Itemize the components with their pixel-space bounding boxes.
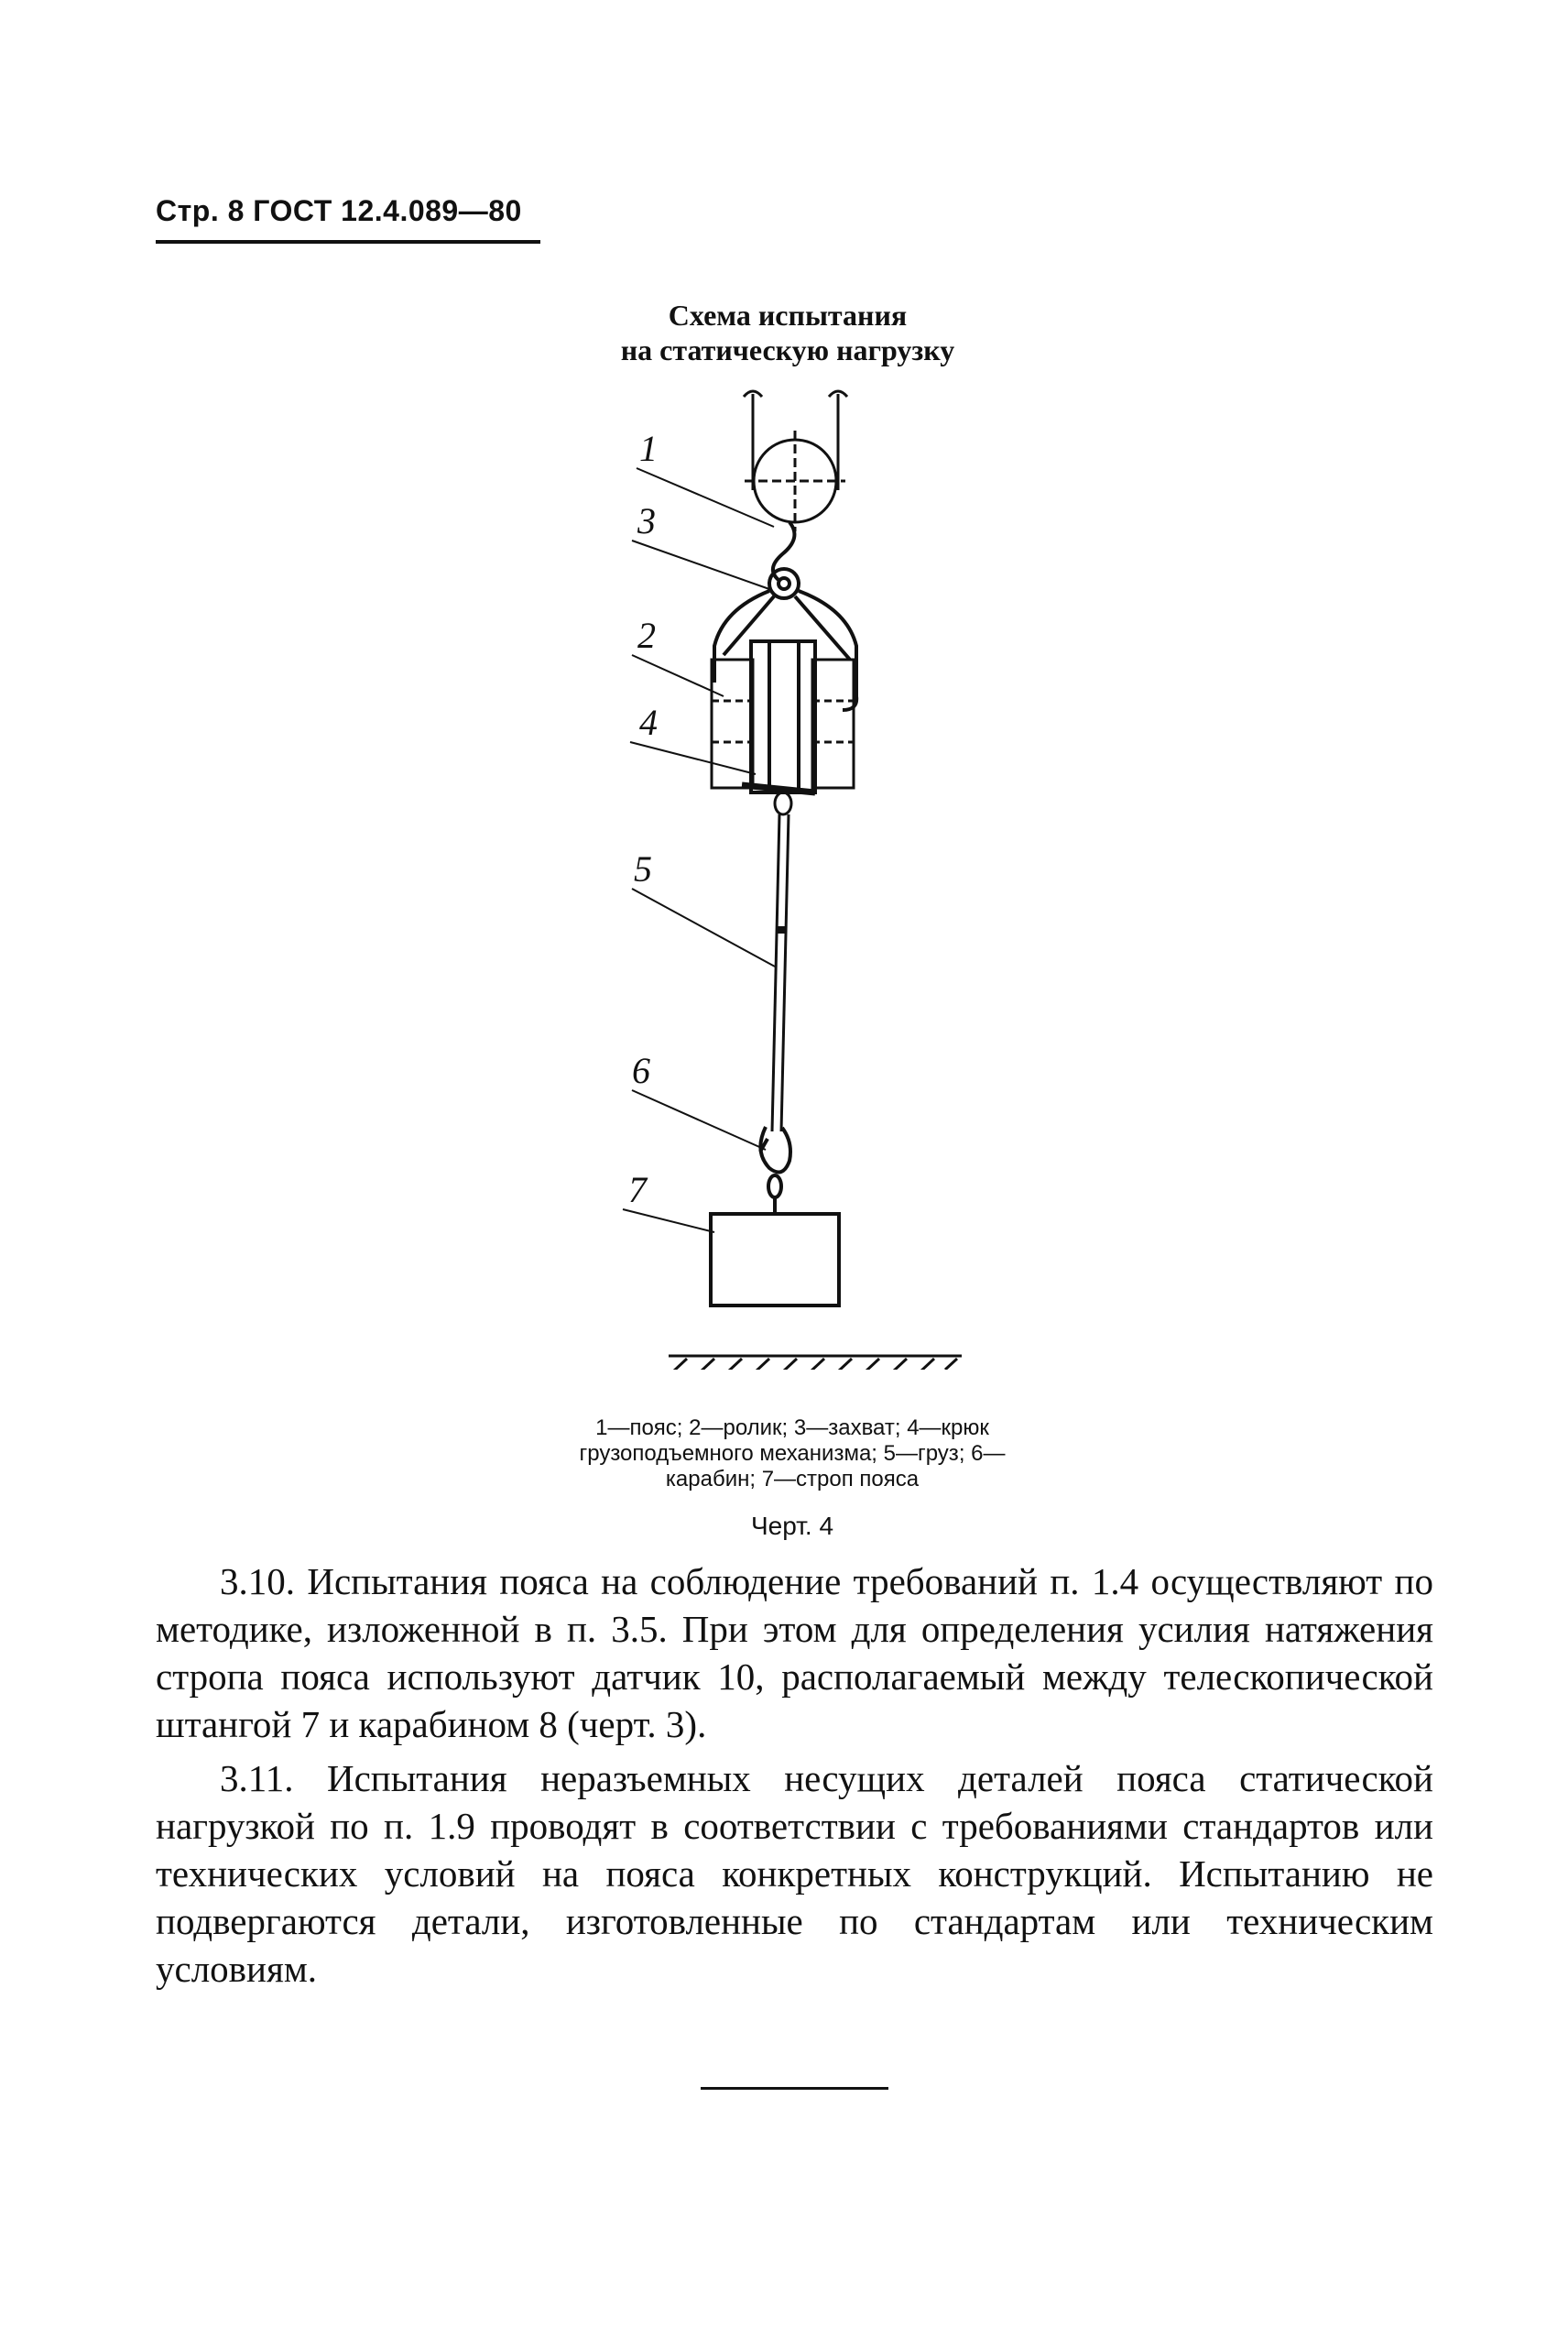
label-6: 6 (632, 1050, 650, 1091)
label-5: 7 (628, 1169, 647, 1210)
header-rule (156, 240, 540, 244)
label-7: 5 (634, 848, 652, 890)
load-weight-icon (711, 1197, 839, 1306)
label-4: 1 (639, 428, 658, 469)
end-rule (701, 2087, 888, 2090)
figure-title-line-2: на статическую нагрузку (620, 333, 955, 366)
paragraph-3-11: 3.11. Испытания неразъемных несущих деталей пояса статической нагрузкой по п. 1.9 проводят в соответствии с требованиями стандартов или технических условий на пояса конкретных конструкций. Испытанию не подвергаются детали, изготовленные по стандартам или техническим условиям. (156, 1757, 1433, 1990)
label-2: 2 (637, 615, 656, 656)
ground-icon (669, 1356, 962, 1370)
test-scheme-diagram (586, 380, 971, 1370)
figure-title (513, 298, 1062, 367)
caption-line-1: 1—пояс; 2—ролик; 3—захват; 4—крюк (595, 1415, 989, 1440)
paragraph-3-10: 3.10. Испытания пояса на соблюдение требований п. 1.4 осуществляют по методике, изложенной в п. 3.5. При этом для определения усилия натяжения стропа пояса используют датчик 10, располагаемый между телескопической штангой 7 и карабином 8 (черт. 3). (156, 1560, 1433, 1745)
caption-line-2: грузоподъемного механизма; 5—груз; 6— (579, 1441, 1006, 1466)
figure-caption (495, 1415, 1090, 1492)
pulley-icon (745, 431, 845, 531)
carabiner-icon (760, 1127, 790, 1197)
caption-line-3: карабин; 7—строп пояса (665, 1467, 920, 1491)
label-3: 3 (637, 500, 656, 541)
label-1: 4 (639, 702, 658, 743)
belt-icon (742, 641, 815, 792)
figure-number: Черт. 4 (750, 1512, 834, 1540)
page-header: Стр. 8 ГОСТ 12.4.089—80 (156, 194, 522, 227)
sling-icon (772, 792, 791, 1131)
figure-title-line-1: Схема испытания (668, 299, 908, 332)
